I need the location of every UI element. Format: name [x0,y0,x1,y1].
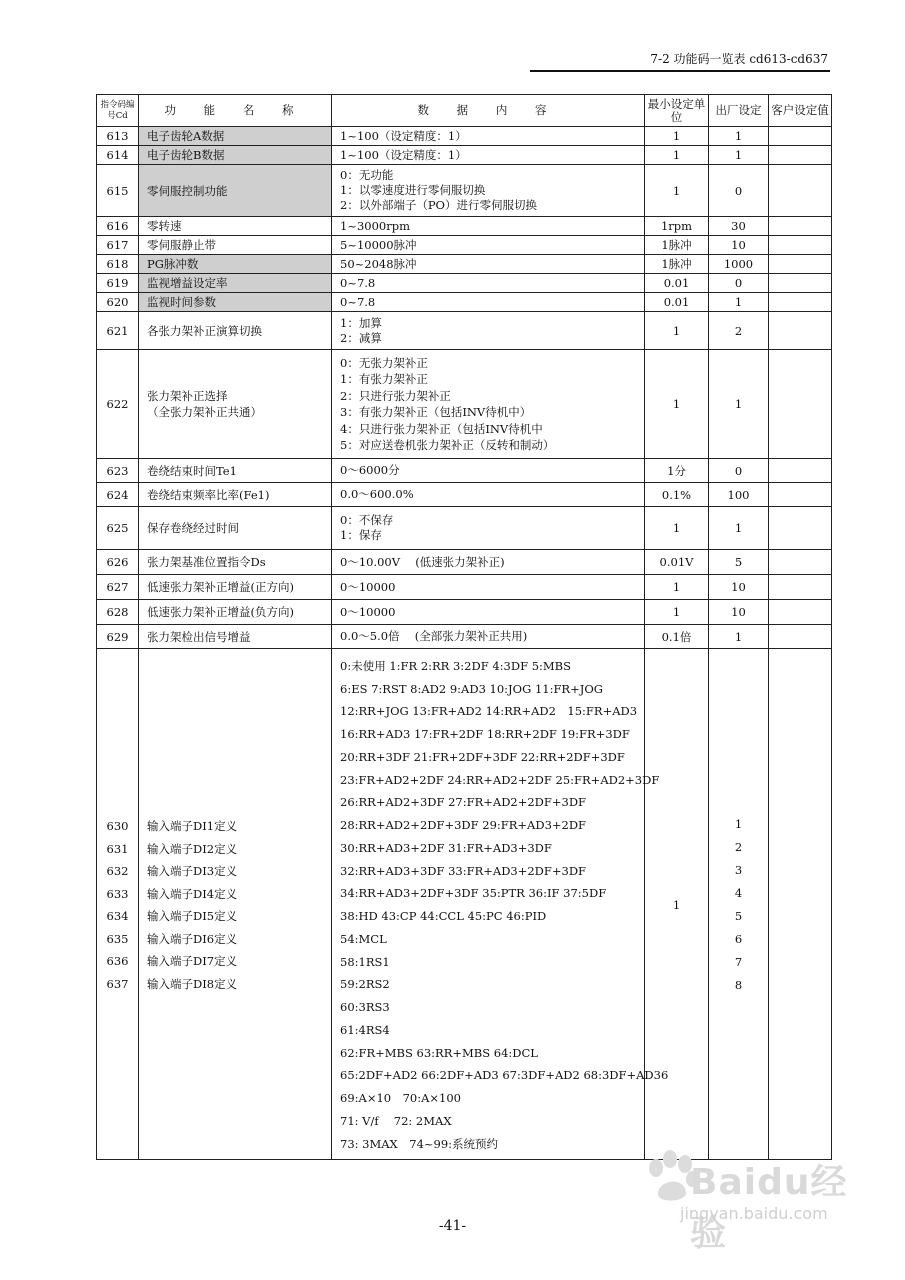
unit-cell: 1分 [645,459,709,483]
name-cell: 卷绕结束频率比率(Fe1) [139,483,332,507]
col-header-code: 指令码编号Cd [97,95,139,127]
code-cell: 618 [97,255,139,274]
di-code: 636 [106,954,129,968]
unit-cell: 1 [645,600,709,625]
data-cell [332,507,645,550]
name-cell: 电子齿轮A数据 [139,127,332,146]
customer-cell [769,146,832,165]
default-cell: 30 [709,217,769,236]
di-name: 输入端子DI2定义 [147,841,238,856]
di-option-line: 38:HD 43:CP 44:CCL 45:PC 46:PID [340,909,547,923]
di-option-line: 32:RR+AD3+3DF 33:FR+AD3+2DF+3DF [340,863,587,878]
data-line: 3：有张力架补正（包括INV待机中） [340,405,532,419]
default-cell: 1000 [709,255,769,274]
name-cell [139,350,332,459]
customer-cell [769,575,832,600]
data-cell: 0～10000 [332,575,645,600]
di-option-line: 65:2DF+AD2 66:2DF+AD3 67:3DF+AD2 68:3DF+AD36 [340,1068,669,1083]
default-cell: 10 [709,575,769,600]
default-cell: 100 [709,483,769,507]
default-cell: 1 [709,625,769,649]
code-cell: 628 [97,600,139,625]
unit-cell: 0.01 [645,293,709,312]
table-row [97,236,832,255]
data-line: 0：无张力架补正 [340,355,428,370]
di-option-line: 62:FR+MBS 63:RR+MBS 64:DCL [340,1045,538,1060]
code-cell: 619 [97,274,139,293]
table-row [97,483,832,507]
di-option-line: 12:RR+JOG 13:FR+AD2 14:RR+AD2 15:FR+AD3 [340,704,638,719]
code-cell: 615 [97,165,139,217]
di-option-line: 0:未使用 1:FR 2:RR 3:2DF 4:3DF 5:MBS [340,658,572,673]
table-row [97,625,832,649]
code-cell: 626 [97,550,139,575]
di-default: 6 [734,932,743,946]
data-line: 1：加算 [340,315,382,330]
table-row [97,350,832,459]
di-default: 8 [734,978,743,992]
col-header-min-unit: 最小设定单位 [645,95,709,127]
name-cell: 低速张力架补正增益(负方向) [139,600,332,625]
code-cell: 613 [97,127,139,146]
di-option-line: 16:RR+AD3 17:FR+2DF 18:RR+2DF 19:FR+3DF [340,727,630,741]
di-option-line: 61:4RS4 [340,1022,390,1037]
di-name: 输入端子DI6定义 [147,931,238,946]
default-cell: 1 [709,350,769,459]
data-cell: 50~2048脉冲 [332,255,645,274]
table-header-row [97,95,832,127]
customer-cell [769,507,832,550]
customer-cell [769,255,832,274]
unit-cell: 1脉冲 [645,236,709,255]
data-line: 2：减算 [340,330,382,345]
di-option-line: 69:A×10 70:A×100 [340,1091,461,1105]
unit-cell: 1 [645,507,709,550]
name-cell: 低速张力架补正增益(正方向) [139,575,332,600]
di-default: 2 [734,840,743,854]
default-cell: 1 [709,293,769,312]
code-cell: 623 [97,459,139,483]
di-option-line: 30:RR+AD3+2DF 31:FR+AD3+3DF [340,840,552,855]
customer-cell [769,127,832,146]
code-cell: 624 [97,483,139,507]
table-row [97,165,832,217]
customer-cell [769,483,832,507]
default-cell: 1 [709,146,769,165]
default-cell [709,649,769,1160]
di-name: 输入端子DI7定义 [147,954,238,968]
name-cell: 保存卷绕经过时间 [139,507,332,550]
table-row [97,459,832,483]
di-option-line: 20:RR+3DF 21:FR+2DF+3DF 22:RR+2DF+3DF [340,749,625,764]
data-cell: 0.0～5.0倍 (全部张力架补正共用) [332,625,645,649]
data-line: 2：只进行张力架补正 [340,388,451,403]
di-code: 630 [106,819,129,833]
table-row [97,600,832,625]
di-code: 634 [106,909,129,923]
unit-cell: 0.01 [645,274,709,293]
table-row [97,274,832,293]
data-cell: 0~7.8 [332,293,645,312]
default-cell: 2 [709,312,769,350]
unit-cell: 1 [645,575,709,600]
col-header-factory: 出厂设定 [709,95,769,127]
unit-cell: 1rpm [645,217,709,236]
name-cell: 监视增益设定率 [139,274,332,293]
di-name: 输入端子DI3定义 [147,864,238,878]
table-row [97,127,832,146]
name-cell: 零伺服静止带 [139,236,332,255]
di-option-line: 28:RR+AD2+2DF+3DF 29:FR+AD3+2DF [340,818,587,832]
data-cell: 0～6000分 [332,459,645,483]
code-cell: 614 [97,146,139,165]
name-cell: 电子齿轮B数据 [139,146,332,165]
name-cell: 张力架基准位置指令Ds [139,550,332,575]
di-option-line: 54:MCL [340,931,387,946]
unit-cell [645,649,709,1160]
default-cell: 1 [709,127,769,146]
name-cell: 卷绕结束时间Te1 [139,459,332,483]
code-cell: 616 [97,217,139,236]
di-default: 5 [734,909,743,923]
name-cell: 零转速 [139,217,332,236]
customer-cell [769,649,832,1160]
data-cell [332,165,645,217]
di-default: 3 [734,863,743,877]
default-cell: 5 [709,550,769,575]
data-cell: 1~100（设定精度：1） [332,146,645,165]
name-line: （全张力架补正共通） [147,405,262,419]
di-default: 7 [734,955,743,969]
data-line: 1：有张力架补正 [340,372,428,386]
col-header-name: 功 能 名 称 [139,95,332,127]
di-option-line: 60:3RS3 [340,1000,390,1014]
data-cell: 5~10000脉冲 [332,236,645,255]
di-default: 1 [734,817,743,831]
di-code: 637 [106,976,129,991]
table-row [97,217,832,236]
default-cell: 0 [709,165,769,217]
table-row [97,550,832,575]
function-code-table [96,94,832,1160]
unit-cell: 1脉冲 [645,255,709,274]
name-line: 张力架补正选择 [147,389,228,403]
di-code: 631 [106,841,129,856]
data-line: 1：保存 [340,528,382,542]
col-header-data: 数 据 内 容 [332,95,645,127]
di-name: 输入端子DI4定义 [147,886,238,901]
data-cell [332,350,645,459]
table-row [97,255,832,274]
data-line: 1：以零速度进行零伺服切换 [340,183,486,197]
col-header-customer: 客户设定值 [769,95,832,127]
di-option-line: 23:FR+AD2+2DF 24:RR+AD2+2DF 25:FR+AD2+3DF [340,772,660,787]
unit-cell: 1 [645,165,709,217]
di-option-line: 58:1RS1 [340,954,390,969]
di-option-line: 59:2RS2 [340,977,390,992]
unit-cell: 0.01V [645,550,709,575]
code-cell: 627 [97,575,139,600]
table-row [97,146,832,165]
page-number: -41- [438,1218,467,1234]
unit-cell: 0.1% [645,483,709,507]
data-line: 5：对应送卷机张力架补正（反转和制动） [340,438,555,452]
unit-cell: 1 [645,350,709,459]
customer-cell [769,293,832,312]
di-code: 635 [106,931,129,946]
data-line: 4：只进行张力架补正（包括INV待机中 [340,421,543,436]
default-cell: 10 [709,600,769,625]
watermark-url: jingyan.baidu.com [680,1204,828,1223]
name-cell: 零伺服控制功能 [139,165,332,217]
data-line: 0：无功能 [340,168,394,182]
data-cell [332,649,669,1160]
code-cell: 620 [97,293,139,312]
unit-cell: 0.1倍 [645,625,709,649]
customer-cell [769,312,832,350]
data-cell: 0～10.00V (低速张力架补正) [332,550,645,575]
di-name: 输入端子DI5定义 [147,909,238,923]
di-code: 632 [106,864,129,878]
data-cell: 1~3000rpm [332,217,645,236]
code-cell: 621 [97,312,139,350]
customer-cell [769,600,832,625]
data-cell: 0～10000 [332,600,645,625]
di-code: 633 [106,886,129,901]
code-cell [97,649,139,1160]
default-cell: 0 [709,274,769,293]
default-cell: 1 [709,507,769,550]
section-header: 7-2 功能码一览表 cd613-cd637 [530,50,830,72]
di-option-line: 73: 3MAX 74~99:系统预约 [340,1136,499,1151]
data-cell: 1~100（设定精度：1） [332,127,645,146]
table-row-di-group [97,649,832,1160]
di-unit: 1 [672,897,681,912]
customer-cell [769,236,832,255]
data-cell: 0.0～600.0% [332,483,645,507]
customer-cell [769,459,832,483]
table-row [97,312,832,350]
unit-cell: 1 [645,127,709,146]
default-cell: 10 [709,236,769,255]
table-row [97,293,832,312]
code-cell: 617 [97,236,139,255]
code-cell: 629 [97,625,139,649]
customer-cell [769,217,832,236]
customer-cell [769,274,832,293]
name-cell: 各张力架补正演算切换 [139,312,332,350]
customer-cell [769,625,832,649]
default-cell: 0 [709,459,769,483]
watermark-brand: Baidu经验 [690,1162,848,1254]
code-cell: 622 [97,350,139,459]
name-cell [139,649,332,1160]
data-line: 0：不保存 [340,513,394,527]
data-cell [332,312,645,350]
code-cell: 625 [97,507,139,550]
name-cell: PG脉冲数 [139,255,332,274]
unit-cell: 1 [645,312,709,350]
di-name: 输入端子DI8定义 [147,976,238,991]
di-option-line: 6:ES 7:RST 8:AD2 9:AD3 10:JOG 11:FR+JOG [340,681,603,696]
name-cell: 监视时间参数 [139,293,332,312]
unit-cell: 1 [645,146,709,165]
data-cell: 0~7.8 [332,274,645,293]
data-line: 2：以外部端子（PO）进行零伺服切换 [340,198,537,212]
table-row [97,507,832,550]
di-default: 4 [734,886,743,900]
di-name: 输入端子DI1定义 [147,819,238,833]
customer-cell [769,165,832,217]
customer-cell [769,550,832,575]
di-option-line: 34:RR+AD3+2DF+3DF 35:PTR 36:IF 37:5DF [340,886,607,901]
di-option-line: 71: V/f 72: 2MAX [340,1113,452,1128]
customer-cell [769,350,832,459]
name-cell: 张力架检出信号增益 [139,625,332,649]
di-option-line: 26:RR+AD2+3DF 27:FR+AD2+2DF+3DF [340,795,587,810]
table-row [97,575,832,600]
